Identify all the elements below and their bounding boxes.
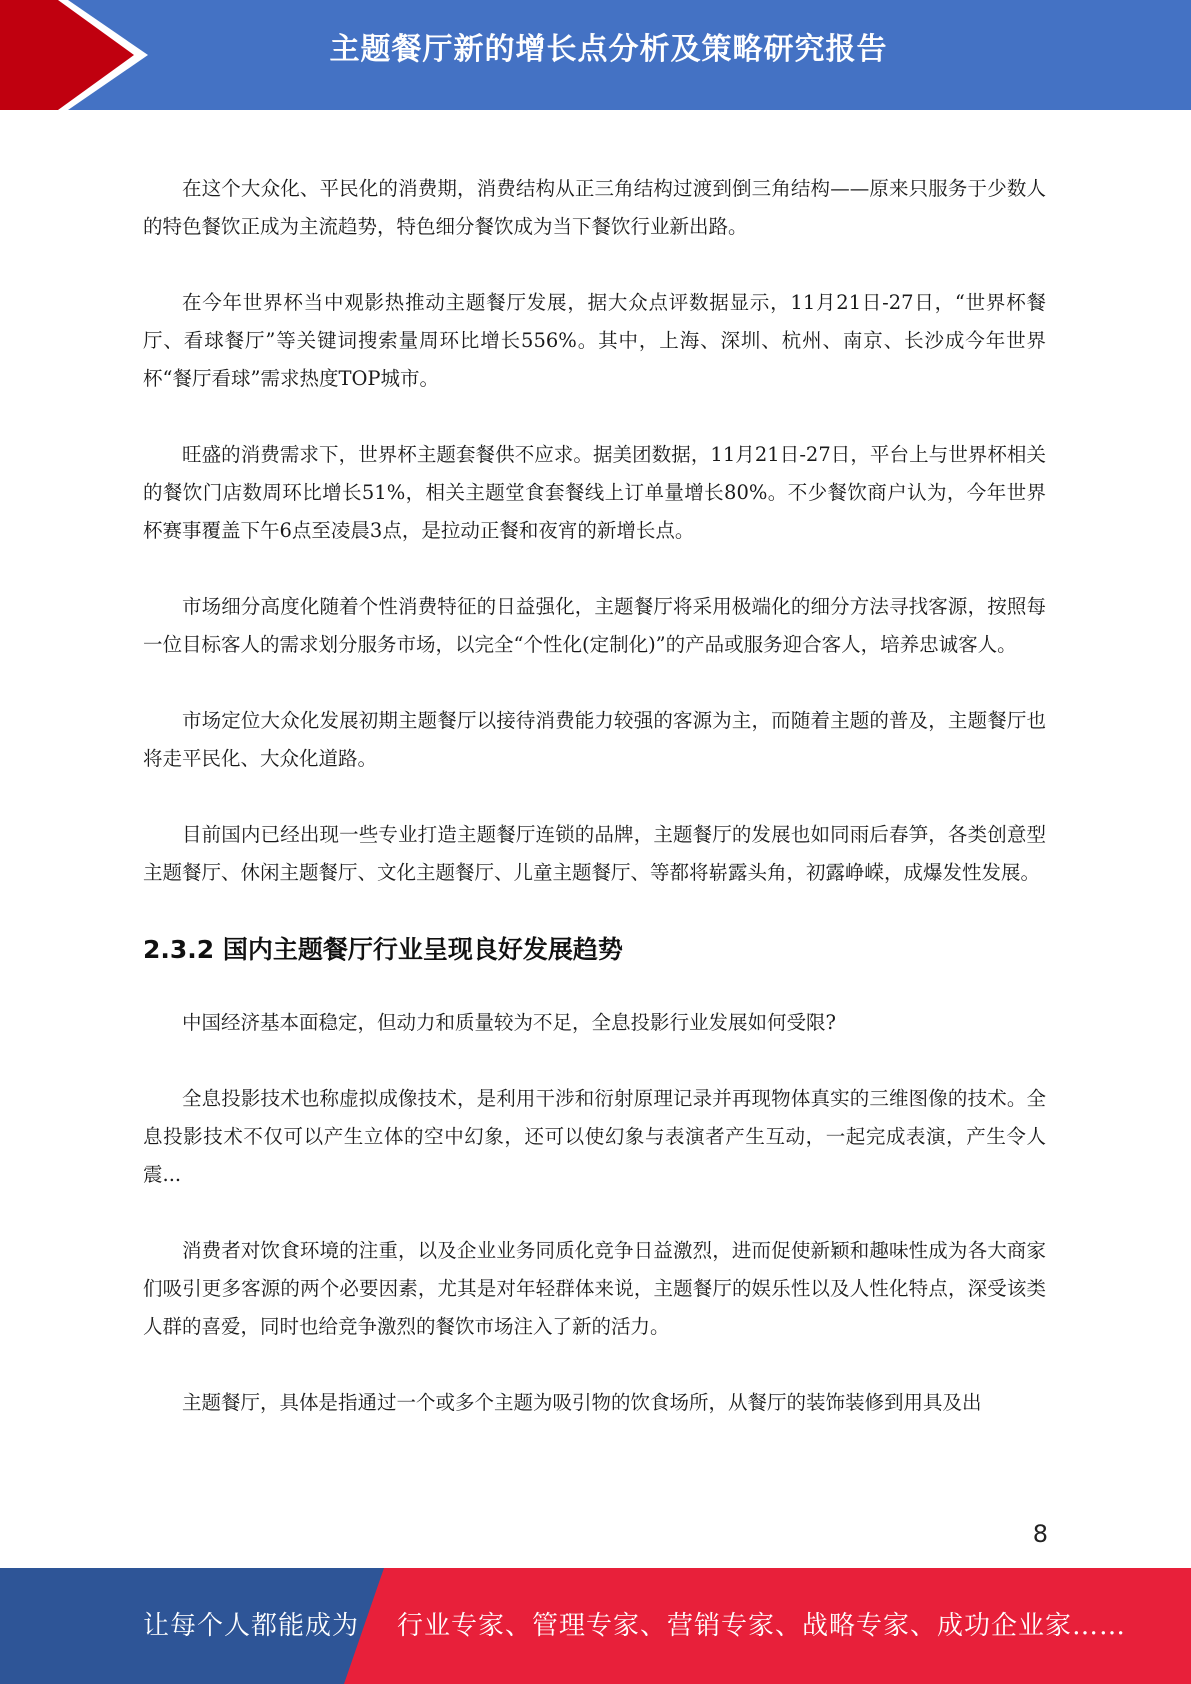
paragraph: 中国经济基本面稳定，但动力和质量较为不足，全息投影行业发展如何受限? — [182, 1011, 836, 1034]
page-footer — [0, 1568, 1191, 1684]
paragraph: 在今年世界杯当中观影热推动主题餐厅发展，据大众点评数据显示，11月21日-27日，“世界杯餐厅、看球餐厅”等关键词搜索量周环比增长556%。其中，上海、深圳、杭州、南京、长沙成今年世界杯“餐厅看球”需求热度TOP城市。 — [143, 291, 1046, 390]
paragraph: 全息投影技术也称虚拟成像技术，是利用干涉和衍射原理记录并再现物体真实的三维图像的技术。全息投影技术不仅可以产生立体的空中幻象，还可以使幻象与表演者产生互动，一起完成表演，产生令人震... — [143, 1087, 1046, 1186]
paragraph: 市场细分高度化随着个性消费特征的日益强化，主题餐厅将采用极端化的细分方法寻找客源，按照每一位目标客人的需求划分服务市场，以完全“个性化(定制化)”的产品或服务迎合客人，培养忠诚客人。 — [143, 595, 1046, 656]
footer-slogan-right: 行业专家、管理专家、营销专家、战略专家、成功企业家…… — [397, 1611, 1127, 1641]
paragraph: 主题餐厅，具体是指通过一个或多个主题为吸引物的饮食场所，从餐厅的装饰装修到用具及出 — [182, 1391, 982, 1414]
paragraph: 市场定位大众化发展初期主题餐厅以接待消费能力较强的客源为主，而随着主题的普及，主题餐厅也将走平民化、大众化道路。 — [143, 709, 1046, 770]
section-heading: 2.3.2 国内主题餐厅行业呈现良好发展趋势 — [143, 935, 623, 964]
paragraph: 目前国内已经出现一些专业打造主题餐厅连锁的品牌，主题餐厅的发展也如同雨后春笋，各类创意型主题餐厅、休闲主题餐厅、文化主题餐厅、儿童主题餐厅、等都将崭露头角，初露峥嵘，成爆发性发展。 — [143, 823, 1046, 884]
header-title: 主题餐厅新的增长点分析及策略研究报告 — [329, 32, 888, 67]
paragraph: 消费者对饮食环境的注重，以及企业业务同质化竞争日益激烈，进而促使新颖和趣味性成为各大商家们吸引更多客源的两个必要因素，尤其是对年轻群体来说，主题餐厅的娱乐性以及人性化特点，深受该类人群的喜爱，同时也给竞争激烈的餐饮市场注入了新的活力。 — [143, 1239, 1046, 1338]
document-body — [143, 170, 1046, 1460]
page-header — [0, 0, 1191, 110]
footer-slogan-left: 让每个人都能成为 — [143, 1611, 360, 1641]
paragraph: 旺盛的消费需求下，世界杯主题套餐供不应求。据美团数据，11月21日-27日，平台上与世界杯相关的餐饮门店数周环比增长51%，相关主题堂食套餐线上订单量增长80%。不少餐饮商户认为，今年世界杯赛事覆盖下午6点至凌晨3点，是拉动正餐和夜宵的新增长点。 — [143, 443, 1046, 542]
page-number: 8 — [1032, 1520, 1048, 1548]
paragraph: 在这个大众化、平民化的消费期，消费结构从正三角结构过渡到倒三角结构——原来只服务于少数人的特色餐饮正成为主流趋势，特色细分餐饮成为当下餐饮行业新出路。 — [143, 177, 1046, 238]
